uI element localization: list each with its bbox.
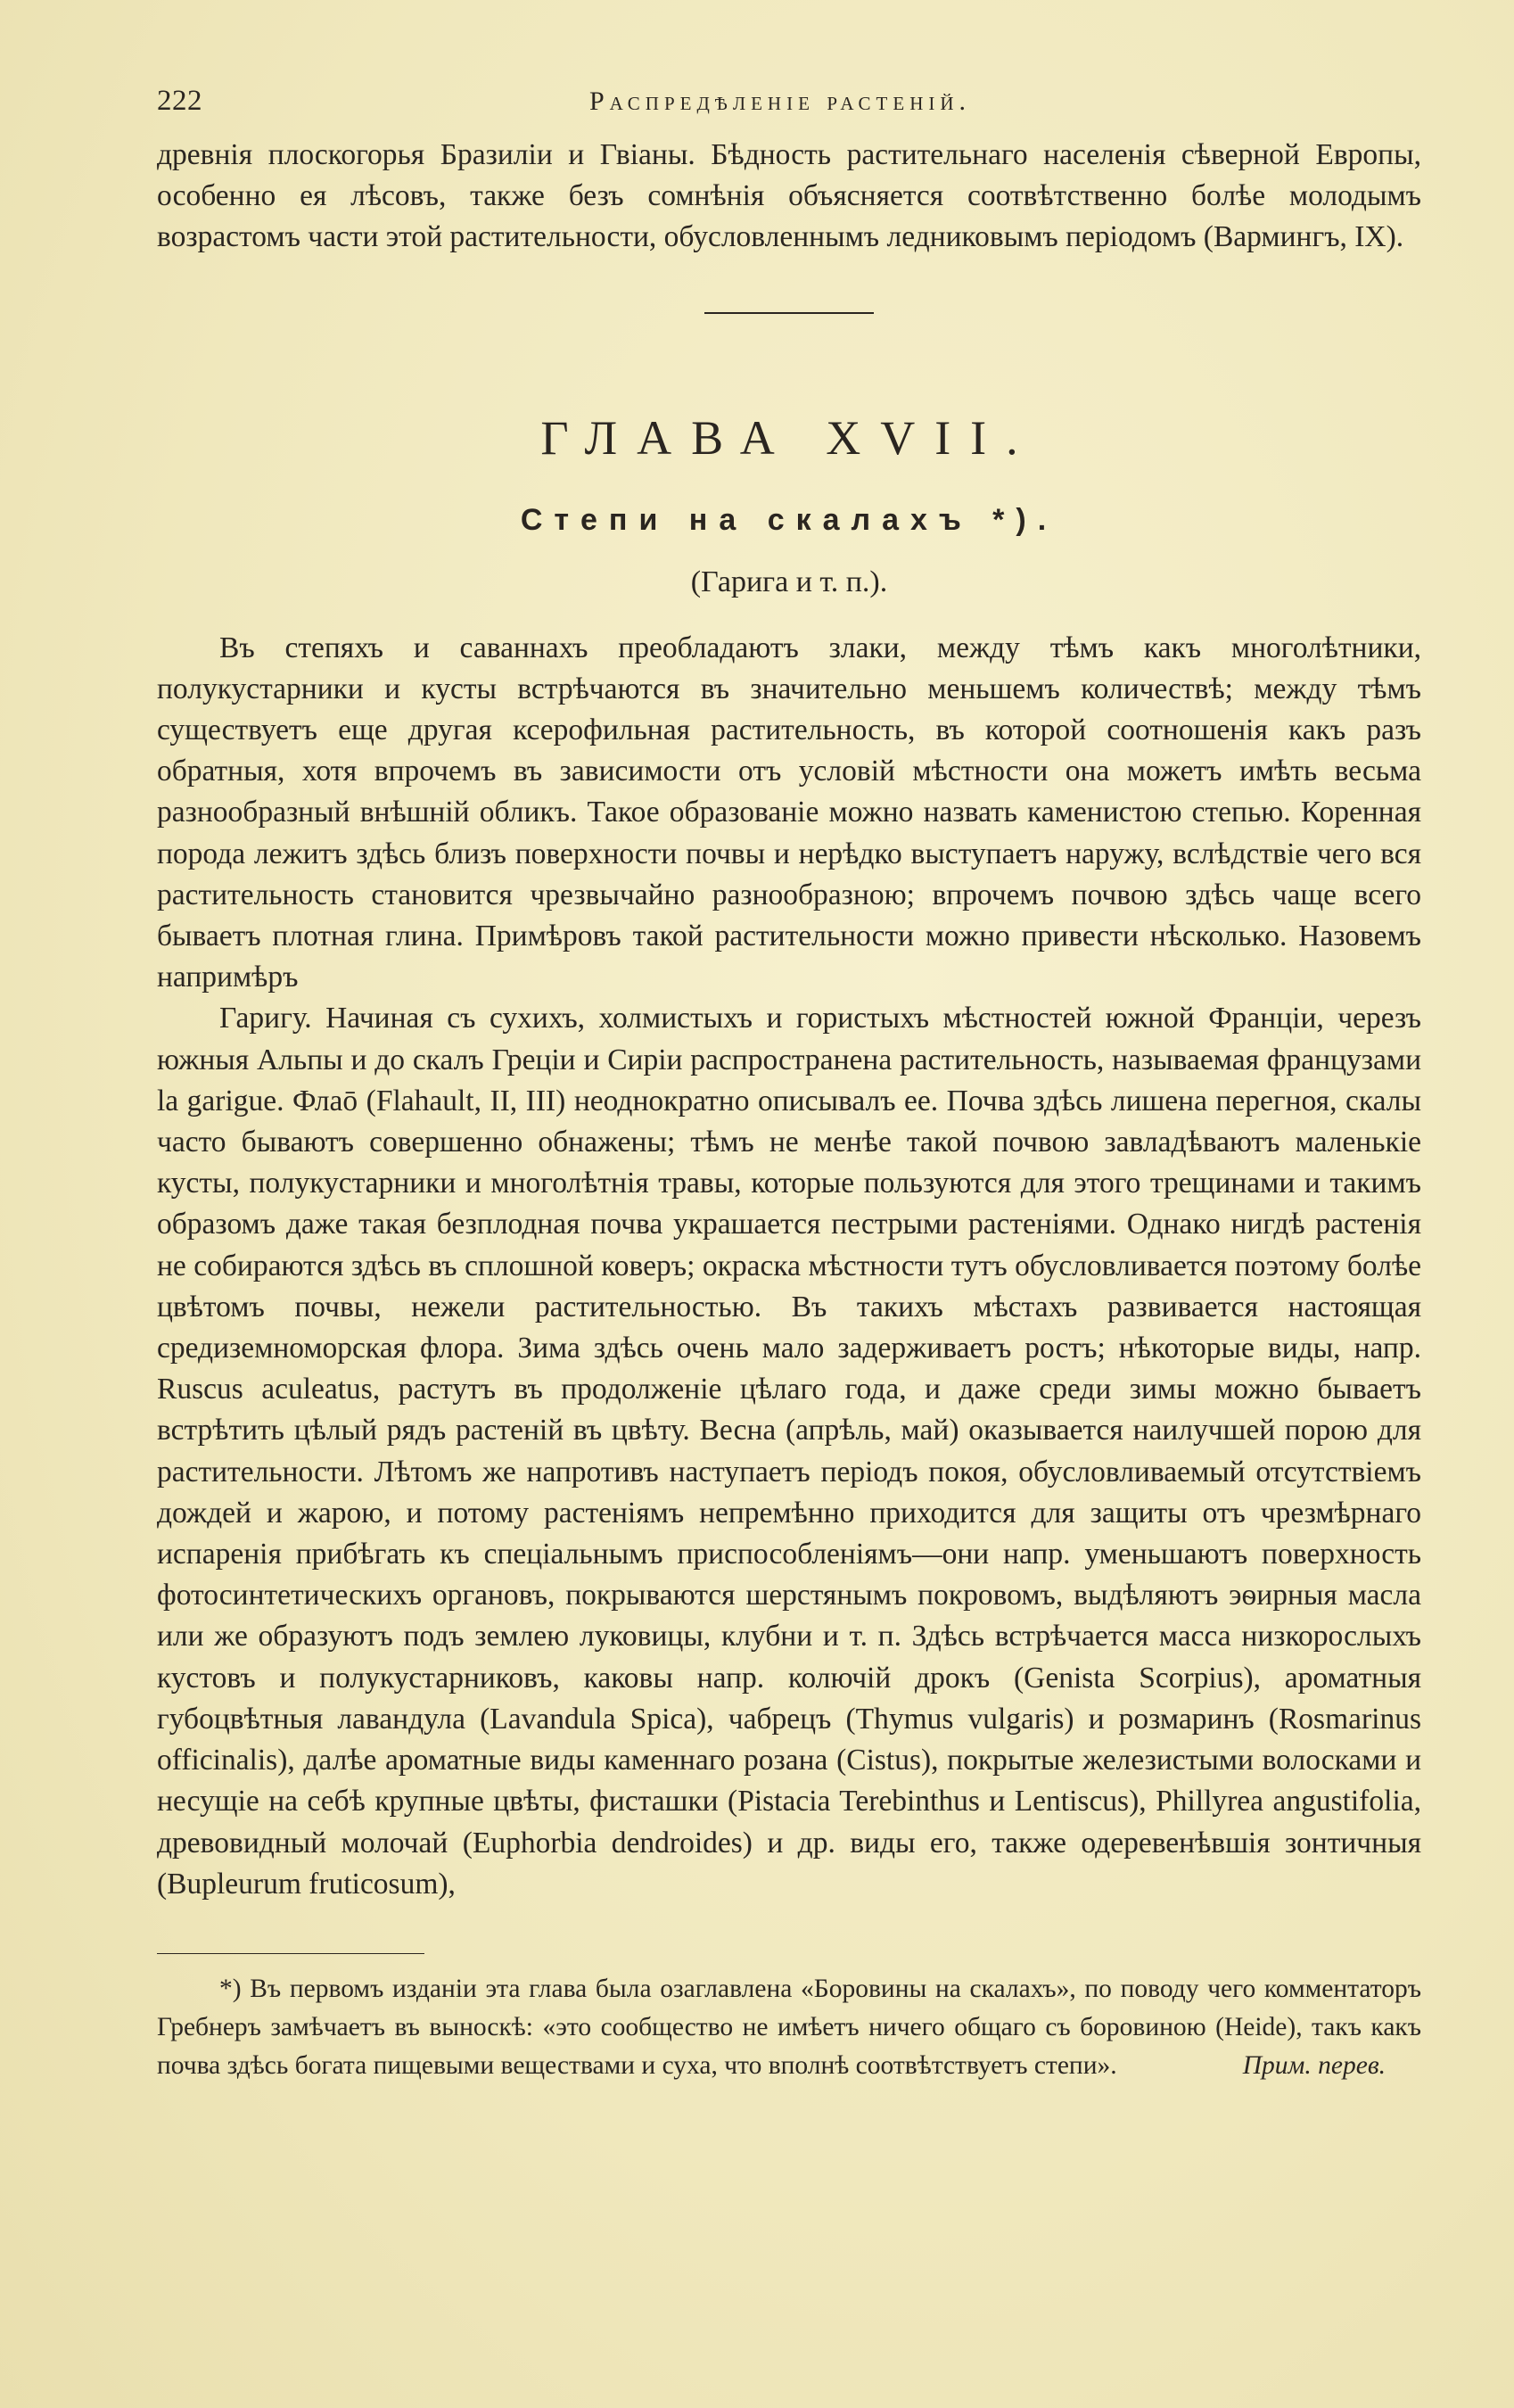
running-title: Распредѣленіе растеній. bbox=[588, 87, 972, 116]
body-paragraph: Въ степяхъ и саваннахъ преобладаютъ злаки, между тѣмъ какъ многолѣтники, полукустарники и кусты встрѣчаются въ значительно меньшемъ количествѣ; между тѣмъ существуетъ еще другая ксерофильная растительность, въ которой соотношенія какъ разъ обратныя, хотя впрочемъ въ зависимости отъ условій мѣстности она можетъ имѣть весьма разнообразный внѣшній обликъ. Такое образованіе можно назвать каменистою степью. Коренная порода лежитъ здѣсь близъ поверхности почвы и нерѣдко выступаетъ наружу, вслѣдствіе чего вся растительность становится чрезвычайно разнообразною; впрочемъ почвою здѣсь чаще всего бываетъ плотная глина. Примѣровъ такой растительности можно привести нѣсколько. Назовемъ напримѣръ bbox=[157, 631, 1421, 994]
footnote-signature: Прим. перев. bbox=[1242, 2050, 1386, 2080]
subsection-title: (Гарига и т. п.). bbox=[690, 565, 888, 598]
section-title: Степи на скалахъ *). bbox=[520, 502, 1058, 537]
chapter-title: ГЛАВА XVII. bbox=[540, 410, 1038, 465]
body-paragraph: Гаригу. Начиная съ сухихъ, холмистыхъ и гористыхъ мѣстностей южной Франціи, черезъ южныя Альпы и до скалъ Греціи и Сиріи распространена растительность, называемая французами la garigue. Флаō (Flahault, II, III) неоднократно описывалъ ее. Почва здѣсь лишена перегноя, скалы часто бываютъ совершенно обнажены; тѣмъ не менѣе такой почвою завладѣваютъ маленькіе кусты, полукустарники и многолѣтнія травы, которые пользуются для этого трещинами и такимъ образомъ даже такая безплодная почва украшается пестрыми растеніями. Однако нигдѣ растенія не собираются здѣсь въ сплошной коверъ; окраска мѣстности тутъ обусловливается поэтому болѣе цвѣтомъ почвы, нежели растительностью. Въ такихъ мѣстахъ развивается настоящая средиземноморская флора. Зима здѣсь очень мало задерживаетъ ростъ; нѣкоторые виды, напр. Ruscus aculeatus, растутъ въ продолженіе цѣлаго года, и даже среди зимы можно бываетъ встрѣтить цѣлый рядъ растеній въ цвѣту. Весна (апрѣль, май) оказывается наилучшей порою для растительности. Лѣтомъ же напротивъ наступаетъ періодъ покоя, обусловливаемый отсутствіемъ дождей и жарою, и потому растеніямъ непремѣнно приходится для защиты отъ чрезмѣрнаго испаренія прибѣгать къ спеціальнымъ приспособленіямъ—они напр. уменьшаютъ поверхность фотосинтетическихъ органовъ, покрываются шерстянымъ покровомъ, выдѣляютъ эѳирныя масла или же образуютъ подъ землею луковицы, клубни и т. п. Здѣсь встрѣчается масса низкорослыхъ кустовъ и полукустарниковъ, каковы напр. колючій дрокъ (Genista Scorpius), ароматныя губоцвѣтныя лавандула (Lavandula Spica), чабрецъ (Thymus vulgaris) и розмаринъ (Rosmarinus officinalis), далѣе ароматные виды каменнаго розана (Cistus), покрытые железистыми волосками и несущіе на себѣ крупные цвѣты, фисташки (Pistacia Terebinthus и Lentiscus), Phillyrea angustifolia, древовидный молочай (Euphorbia dendroides) и др. виды его, также одеревенѣвшія зонтичныя (Bupleurum fruticosum), bbox=[157, 1002, 1421, 1901]
section-divider bbox=[704, 312, 874, 314]
footnote-text: *) Въ первомъ изданіи эта глава была озаглавлена «Боровины на скалахъ», по поводу чего комментаторъ Гребнеръ замѣчаетъ въ выноскѣ: «это сообщество не имѣетъ ничего общаго съ боровиною (Heide), такъ какъ почва здѣсь богата пищевыми веществами и суха, что вполнѣ соотвѣтствуетъ степи». bbox=[157, 1974, 1421, 2080]
page-number: 222 bbox=[157, 85, 202, 117]
footnote bbox=[157, 1970, 1421, 2085]
page bbox=[157, 85, 1421, 2085]
running-head bbox=[157, 85, 1421, 135]
footnote-rule bbox=[157, 1953, 424, 1954]
intro-paragraph: древнія плоскогорья Бразиліи и Гвіаны. Бѣдность растительнаго населенія сѣверной Европы, особенно ея лѣсовъ, также безъ сомнѣнія объясняется соотвѣтственно болѣе молодымъ возрастомъ части этой растительности, обусловленнымъ ледниковымъ періодомъ (Вармингъ, IX). bbox=[157, 138, 1421, 254]
body-text bbox=[157, 628, 1421, 1905]
